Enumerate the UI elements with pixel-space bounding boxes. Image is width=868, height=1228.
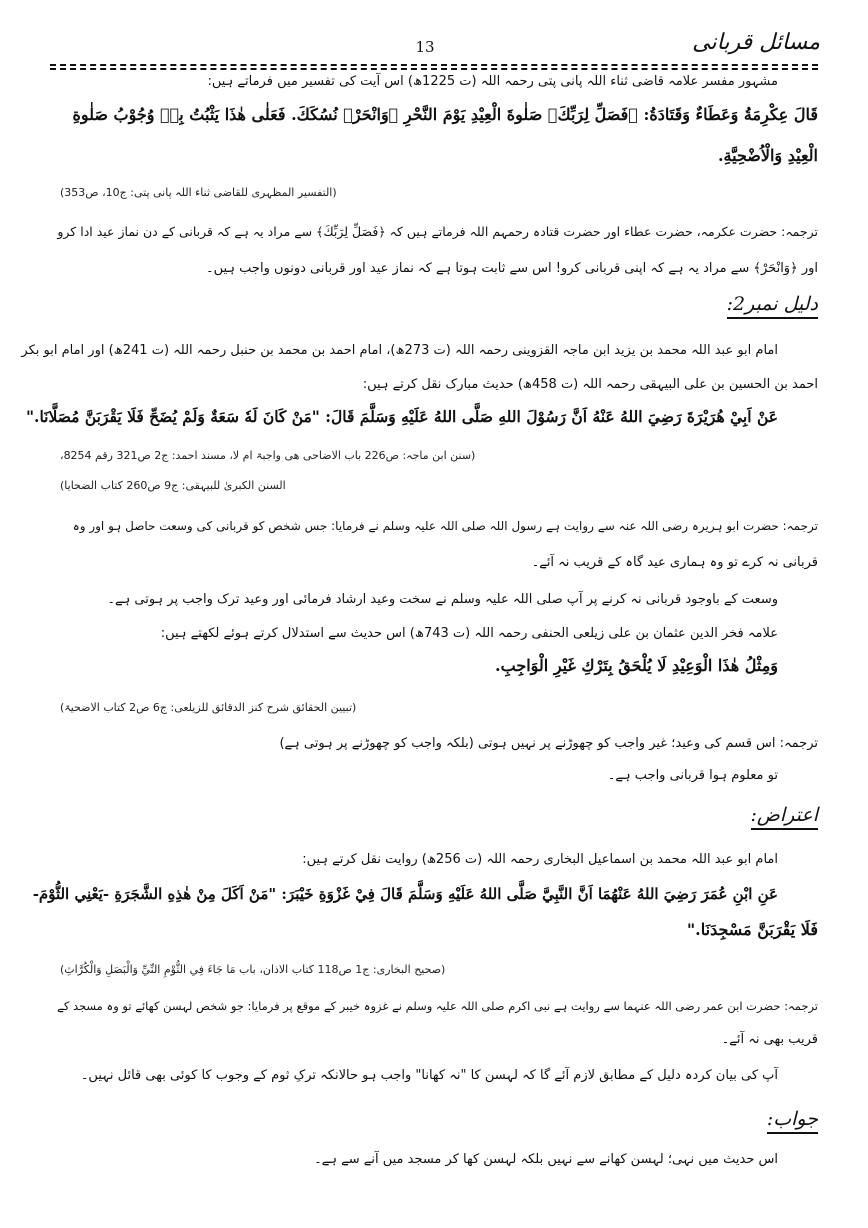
text-line: مشہور مفسر علامہ قاضی ثناء اللہ پانی پتی رحمہ اللہ (ت 1225ھ) اس آیت کی تفسیر میں فرماتے ہیں: <box>207 74 778 89</box>
citation: السنن الکبریٰ للبیہقی: ج9 ص260 کتاب الضحایا) <box>60 479 286 492</box>
arabic-quote: وَمِثْلُ هٰذَا الْوَعِيْدِ لَا يُلْحَقُ بِتَرْكِ غَيْرِ الْوَاجِبِ. <box>495 656 778 675</box>
translation-line: قربانی نہ کرے تو وہ ہماری عید گاہ کے قریب نہ آئے۔ <box>531 555 818 570</box>
citation: (تبیین الحقائق شرح کنز الدقائق للزیلعی: ج6 ص2 کتاب الاضحیۃ) <box>60 701 357 714</box>
translation-line: اور ﴿وَانْحَرْ﴾ سے مراد یہ ہے کہ اپنی قربانی کرو! اس سے ثابت ہوتا ہے کہ نماز عید اور قربانی دونوں واجب ہیں۔ <box>205 261 818 276</box>
section-heading: جواب: <box>767 1108 818 1134</box>
arabic-hadith: عَنِ ابْنِ عُمَرَ رَضِيَ اللهُ عَنْهُمَا اَنَّ النَّبِيَّ صَلَّى اللهُ عَلَيْهِ وَسَلَّمَ قَالَ فِيْ غَزْوَةِ خَيْبَرَ: "مَنْ اَكَلَ مِنْ هٰذِهِ الشَّجَرَةِ -يَعْنِي الثُّوْمَ- <box>32 885 778 903</box>
text-line: آپ کی بیان کردہ دلیل کے مطابق لازم آئے گا کہ لہسن کا "نہ کھانا" واجب ہو حالانکہ ترکِ ثوم کے وجوب کا کوئی بھی قائل نہیں۔ <box>80 1068 778 1083</box>
text-line: وسعت کے باوجود قربانی نہ کرنے پر آپ صلی اللہ علیہ وسلم نے سخت وعید ارشاد فرمائی اور وعید ترک واجب پر ہوتی ہے۔ <box>107 592 778 607</box>
translation-line: ترجمہ: اس قسم کی وعید؛ غیر واجب کو چھوڑنے پر نہیں ہوتی (بلکہ واجب کو چھوڑنے پر ہوتی ہے) <box>279 736 818 751</box>
section-heading: دلیل نمبر2: <box>727 293 818 319</box>
header-divider <box>50 64 818 66</box>
translation-line: ترجمہ: حضرت ابن عمر رضی اللہ عنہما سے روایت ہے نبی اکرم صلی اللہ علیہ وسلم نے غزوہ خیبر کے موقع پر فرمایا: جو شخص لہسن کھائے تو وہ مسجد کے <box>57 999 818 1013</box>
text-line: امام ابو عبد اللہ محمد بن یزید ابن ماجہ القزوینی رحمہ اللہ (ت 273ھ)، امام احمد بن محمد بن حنبل رحمہ اللہ (ت 241ھ) اور امام ابو بکر <box>21 343 778 358</box>
arabic-quote: قَالَ عِكْرِمَةُ وَعَطَاءٌ وَقَتَادَةُ: ﴿فَصَلِّ لِرَبِّكَ﴾ صَلٰوةَ الْعِيْدِ يَوْمَ النَّحْرِ ﴿وَانْحَرْ﴾ نُسُكَكَ. فَعَلٰى هٰذَا يَثْبُتُ بِهٖ وُجُوْبُ صَلٰوةِ <box>72 105 818 124</box>
text-line: علامہ فخر الدین عثمان بن علی زیلعی الحنفی رحمہ اللہ (ت 743ھ) اس حدیث سے استدلال کرتے ہوئے لکھتے ہیں: <box>160 626 778 641</box>
header-divider-2 <box>50 68 818 70</box>
translation-line: تو معلوم ہوا قربانی واجب ہے۔ <box>607 768 778 783</box>
section-heading: اعتراض: <box>751 804 818 830</box>
text-line: احمد بن الحسین بن علی البیہقی رحمہ اللہ (ت 458ھ) حدیث مبارک نقل کرتے ہیں: <box>362 377 818 392</box>
page-number: 13 <box>415 38 435 56</box>
citation: (التفسیر المظہری للقاضی ثناء اللہ پانی پتی: ج10، ص353) <box>60 186 337 199</box>
arabic-hadith: عَنْ اَبِيْ هُرَيْرَةَ رَضِيَ اللهُ عَنْهُ اَنَّ رَسُوْلَ اللهِ صَلَّى اللهُ عَلَيْهِ وَسَلَّمَ قَالَ: "مَنْ كَانَ لَهٗ سَعَةٌ وَلَمْ يُضَحِّ فَلَا يَقْرَبَنَّ مُصَلَّانَا." <box>25 407 778 426</box>
arabic-quote: الْعِيْدِ وَالْاُضْحِيَّةِ. <box>717 146 818 165</box>
text-line: امام ابو عبد اللہ محمد بن اسماعیل البخاری رحمہ اللہ (ت 256ھ) روایت نقل کرتے ہیں: <box>302 852 778 867</box>
arabic-hadith: فَلَا يَقْرَبَنَّ مَسْجِدَنَا." <box>686 920 818 939</box>
translation-line: قریب بھی نہ آئے۔ <box>721 1032 818 1047</box>
citation: (سنن ابن ماجہ: ص226 باب الاضاحی ھی واجبۃ ام لا، مسند احمد: ج2 ص321 رقم 8254، <box>60 449 476 462</box>
translation-line: ترجمہ: حضرت عکرمہ، حضرت عطاء اور حضرت قتادہ رحمہم اللہ فرماتے ہیں کہ ﴿فَصَلِّ لِرَبِّكَ﴾ سے مراد یہ ہے کہ قربانی کے دن نماز عید ادا کرو <box>57 224 818 239</box>
translation-line: ترجمہ: حضرت ابو ہریرہ رضی اللہ عنہ سے روایت ہے رسول اللہ صلی اللہ علیہ وسلم نے فرمایا: جس شخص کو قربانی کی وسعت حاصل ہو اور وہ <box>72 519 818 533</box>
book-title: مسائل قربانی <box>692 30 820 55</box>
citation: (صحیح البخاری: ج1 ص118 کتاب الاذان، باب مَا جَاءَ فِي الثُّوْمِ النِّيِّ وَالْبَصَلِ وَالْكُرَّاثِ) <box>60 963 446 976</box>
text-line: اس حدیث میں نہی؛ لہسن کھانے سے نہیں بلکہ لہسن کھا کر مسجد میں آنے سے ہے۔ <box>314 1152 778 1167</box>
